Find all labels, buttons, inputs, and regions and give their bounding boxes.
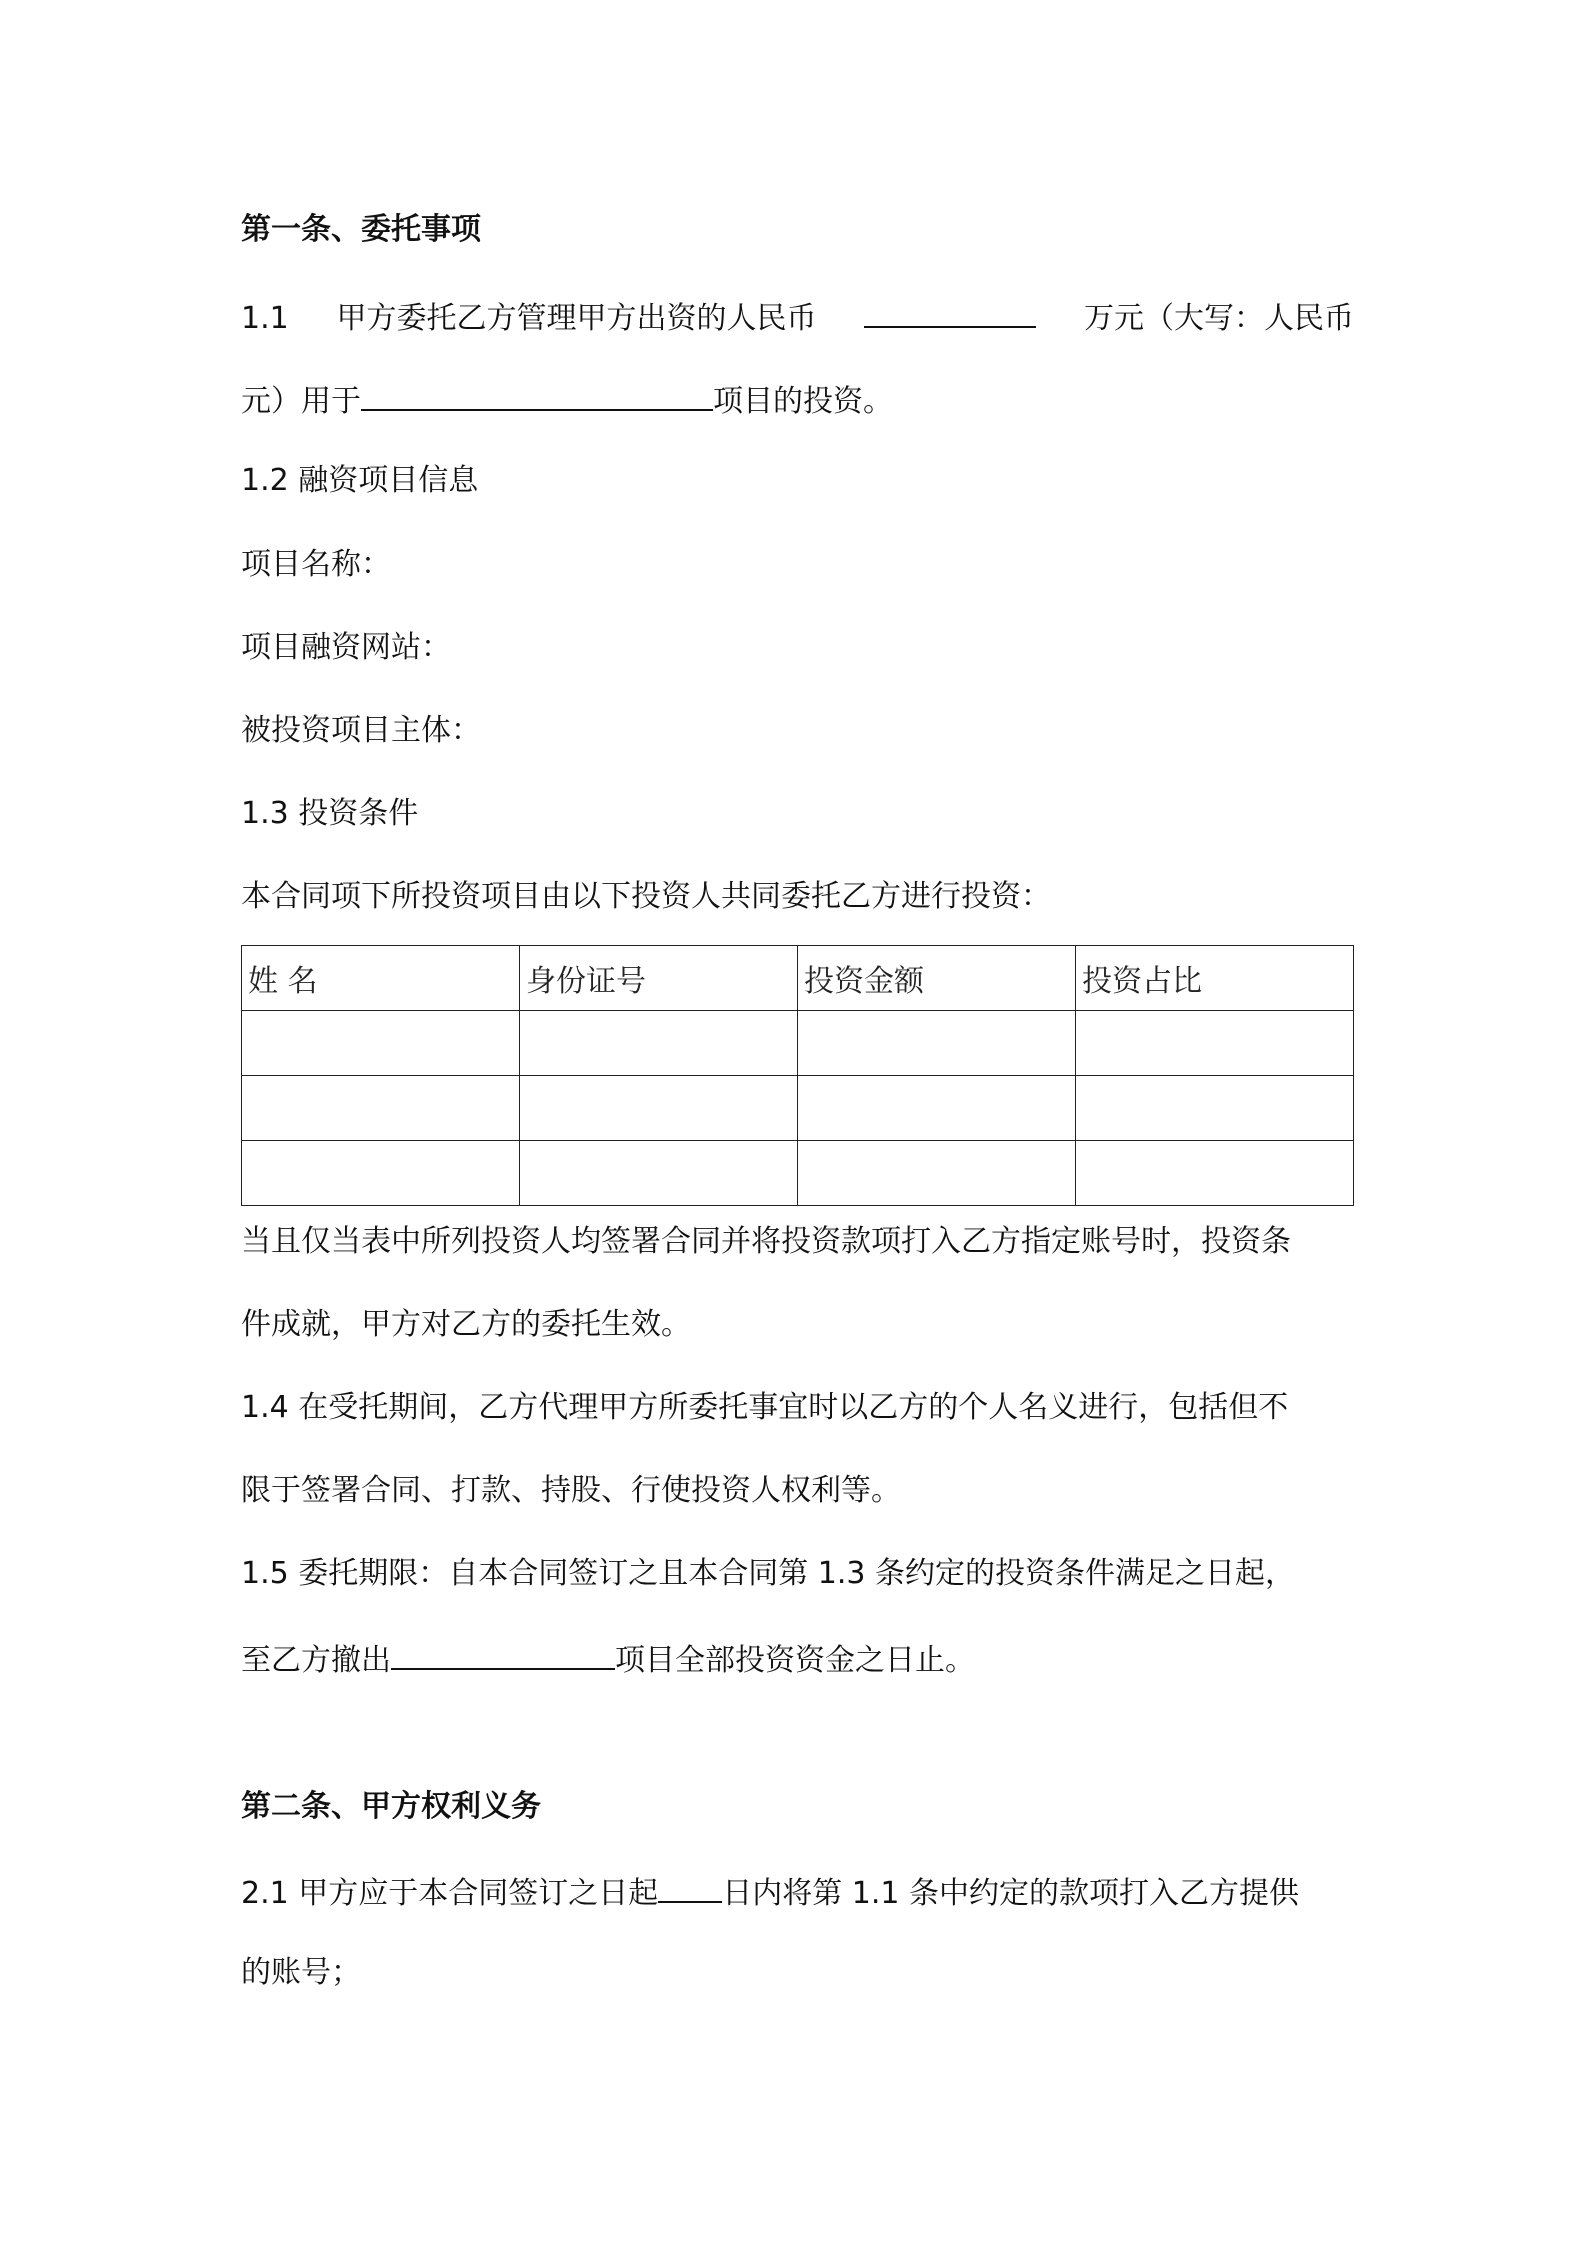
table-cell: [798, 1141, 1076, 1206]
project-subject-label: 被投资项目主体：: [241, 713, 481, 748]
table-row: [242, 1141, 1354, 1206]
clause-1-2-title: 1.2 融资项目信息: [241, 463, 479, 498]
clause-2-1-line-2: 的账号；: [241, 1955, 361, 1990]
table-row: [242, 1076, 1354, 1141]
table-header-investment-amount: 投资金额: [798, 946, 1076, 1011]
clause-1-3-title: 1.3 投资条件: [241, 796, 419, 831]
table-cell: [242, 1076, 520, 1141]
days-blank: [658, 1870, 722, 1903]
table-cell: [1076, 1076, 1354, 1141]
amount-blank: [864, 295, 1036, 328]
table-cell: [520, 1076, 798, 1141]
table-cell: [520, 1141, 798, 1206]
clause-1-1-line-1: [241, 295, 1354, 339]
clause-1-5-line2-suffix: 项目全部投资资金之日止。: [615, 1643, 975, 1678]
clause-1-1-prefix: 甲方委托乙方管理甲方出资的人民币: [336, 301, 817, 336]
table-cell: [1076, 1141, 1354, 1206]
clause-1-1-number: 1.1: [241, 301, 289, 336]
clause-1-1-middle: 万元（大写：人民币: [1083, 301, 1354, 336]
clause-1-4-line-1: 1.4 在受托期间，乙方代理甲方所委托事宜时以乙方的个人名义进行，包括但不: [241, 1390, 1289, 1425]
section-2-title: 第二条、甲方权利义务: [241, 1789, 541, 1824]
table-cell: [798, 1011, 1076, 1076]
section-1-title: 第一条、委托事项: [241, 212, 481, 247]
clause-2-1-suffix: 日内将第 1.1 条中约定的款项打入乙方提供: [722, 1876, 1300, 1911]
table-header-name: 姓 名: [242, 946, 520, 1011]
clause-1-1-line2-suffix: 项目的投资。: [713, 384, 893, 419]
clause-1-4-line-2: 限于签署合同、打款、持股、行使投资人权利等。: [241, 1473, 901, 1508]
table-cell: [798, 1076, 1076, 1141]
clause-1-5-line-2: [241, 1637, 975, 1681]
clause-2-1-line-1: [241, 1870, 1299, 1914]
table-cell: [1076, 1011, 1354, 1076]
clause-1-5-line2-prefix: 至乙方撤出: [241, 1643, 391, 1678]
withdraw-project-blank: [391, 1637, 615, 1670]
table-header-investment-ratio: 投资占比: [1076, 946, 1354, 1011]
clause-1-3-after-line-1: 当且仅当表中所列投资人均签署合同并将投资款项打入乙方指定账号时，投资条: [241, 1224, 1291, 1259]
clause-2-1-prefix: 2.1 甲方应于本合同签订之日起: [241, 1876, 659, 1911]
table-row: [242, 1011, 1354, 1076]
clause-1-5-line-1: 1.5 委托期限：自本合同签订之且本合同第 1.3 条约定的投资条件满足之日起，: [241, 1556, 1296, 1591]
table-cell: [520, 1011, 798, 1076]
table-header-row: [242, 946, 1354, 1011]
clause-1-3-after-line-2: 件成就，甲方对乙方的委托生效。: [241, 1307, 691, 1342]
investor-table: [241, 945, 1354, 1203]
clause-1-1-line-2: [241, 378, 893, 422]
table-cell: [242, 1011, 520, 1076]
project-blank: [361, 378, 713, 411]
project-website-label: 项目融资网站：: [241, 630, 451, 665]
clause-1-1-line2-prefix: 元）用于: [241, 384, 361, 419]
clause-1-3-intro: 本合同项下所投资项目由以下投资人共同委托乙方进行投资：: [241, 879, 1051, 914]
project-name-label: 项目名称：: [241, 547, 391, 582]
table-header-id-number: 身份证号: [520, 946, 798, 1011]
table-cell: [242, 1141, 520, 1206]
